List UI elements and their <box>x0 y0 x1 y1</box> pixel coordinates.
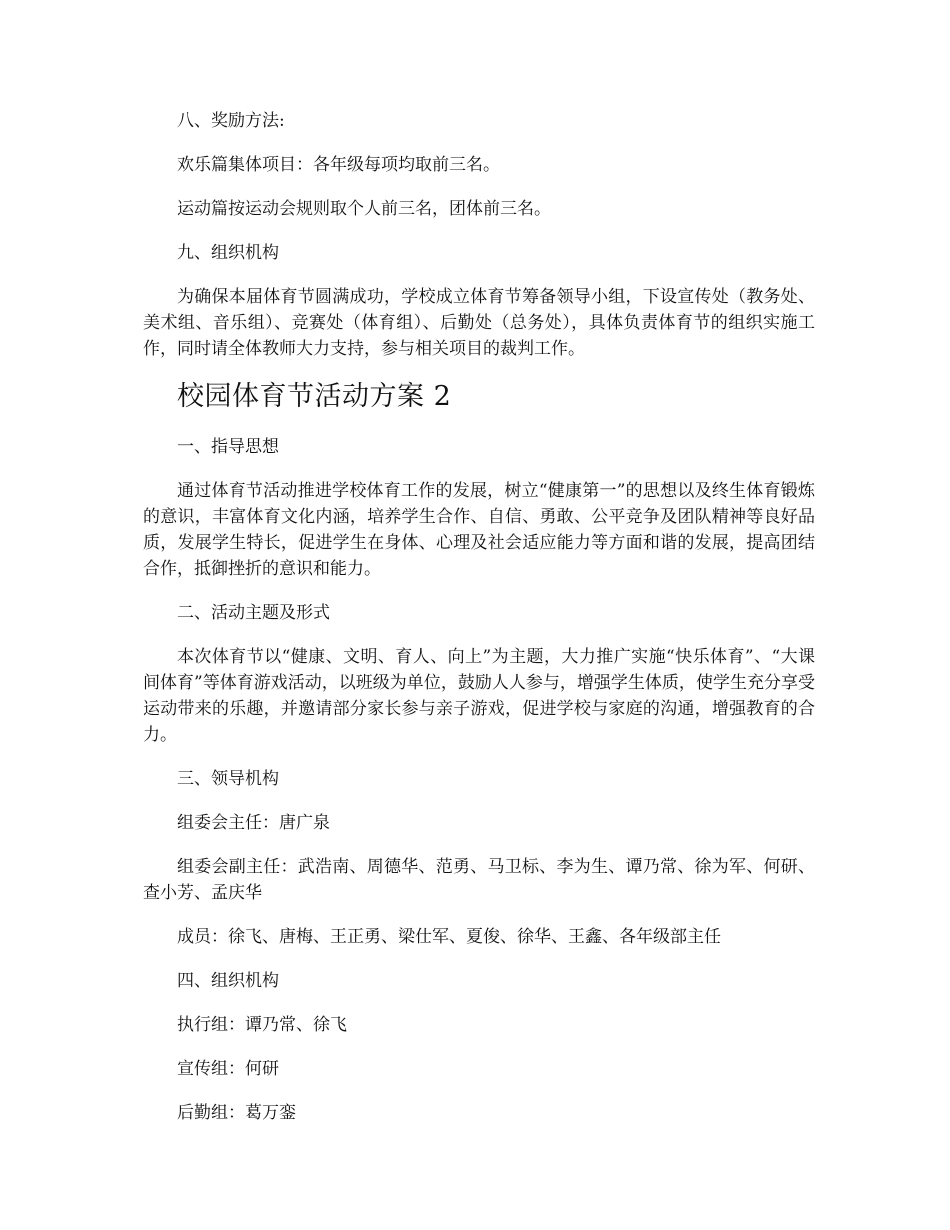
heading-theme-and-format: 二、活动主题及形式 <box>177 603 330 623</box>
paragraph-sports-awards: 运动篇按运动会规则取个人前三名，团体前三名。 <box>177 199 551 219</box>
heading-reward-method: 八、奖励方法: <box>177 111 285 131</box>
heading-leadership: 三、领导机构 <box>177 769 279 789</box>
paragraph-publicity-group: 宣传组：何研 <box>177 1059 279 1079</box>
heading-organization: 九、组织机构 <box>177 243 279 263</box>
document-title: 校园体育节活动方案 2 <box>177 381 452 412</box>
paragraph-committee-deputy-directors: 组委会副主任：武浩南、周德华、范勇、马卫标、李为生、谭乃常、徐为军、何研、查小芳、孟庆华 <box>143 857 815 903</box>
paragraph-organization-detail: 为确保本届体育节圆满成功，学校成立体育节筹备领导小组，下设宣传处（教务处、美术组、音乐组）、竞赛处（体育组）、后勤处（总务处），具体负责体育节的组织实施工作，同时请全体教师大力支持，参与相关项目的裁判工作。 <box>143 287 815 359</box>
paragraph-committee-director: 组委会主任：唐广泉 <box>177 813 330 833</box>
heading-organization-structure: 四、组织机构 <box>177 971 279 991</box>
document-body <box>143 108 815 1144</box>
paragraph-fun-group-awards: 欢乐篇集体项目：各年级每项均取前三名。 <box>177 155 500 175</box>
paragraph-logistics-group: 后勤组：葛万銮 <box>177 1103 296 1123</box>
paragraph-members: 成员：徐飞、唐梅、王正勇、梁仕军、夏俊、徐华、王鑫、各年级部主任 <box>177 927 721 947</box>
paragraph-theme-and-format: 本次体育节以“健康、文明、育人、向上”为主题，大力推广实施“快乐体育”、“大课间体育”等体育游戏活动，以班级为单位，鼓励人人参与，增强学生体质，使学生充分享受运动带来的乐趣，并邀请部分家长参与亲子游戏，促进学校与家庭的沟通，增强教育的合力。 <box>143 647 815 745</box>
heading-guiding-ideology: 一、指导思想 <box>177 437 279 457</box>
paragraph-execution-group: 执行组：谭乃常、徐飞 <box>177 1015 347 1035</box>
paragraph-guiding-ideology: 通过体育节活动推进学校体育工作的发展，树立“健康第一”的思想以及终生体育锻炼的意识，丰富体育文化内涵，培养学生合作、自信、勇敢、公平竞争及团队精神等良好品质，发展学生特长，促进学生在身体、心理及社会适应能力等方面和谐的发展，提高团结合作，抵御挫折的意识和能力。 <box>143 481 815 579</box>
